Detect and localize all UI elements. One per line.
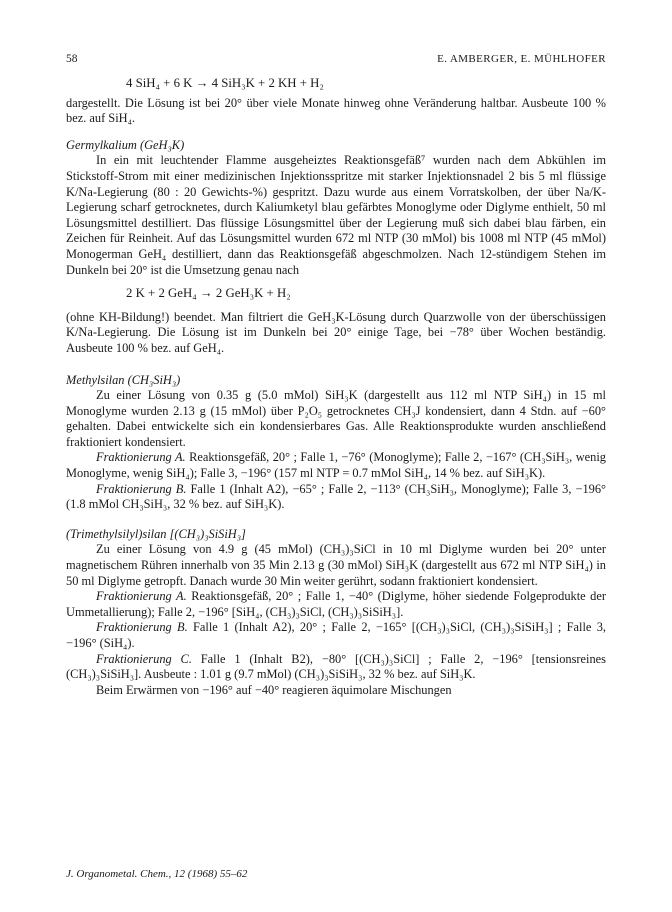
fraktionierung-b-text: Falle 1 (Inhalt A2), −65° ; Falle 2, −113° (CH₃SiH₃, Monoglyme); Falle 3, −196° (1.8 mMol CH₃SiH₃, 32 % bez. auf SiH₃K). xyxy=(66,481,607,512)
section-heading-methylsilan: Methylsilan (CH₃SiH₃) xyxy=(66,372,181,387)
fraktionierung-b-text: Falle 1 (Inhalt A2), 20° ; Falle 2, −165° [(CH₃)₃SiCl, (CH₃)₃SiSiH₃] ; Falle 3, −196° (SiH₄). xyxy=(66,620,606,650)
fraktionierung-b-trimethylsilylsilan xyxy=(66,620,606,651)
running-header xyxy=(66,52,606,70)
fraktionierung-a-label: Fraktionierung A. xyxy=(96,450,186,465)
paragraph-germylkalium: In ein mit leuchtender Flamme ausgeheiztes Reaktionsgefäß⁷ wurden nach dem Abkühlen im Stickstoff-Strom mit einer medizinischen Injektionsspritze mit starker Injektionsnadel 2 bis 5 ml flüssige K/Na-Legierung (80 : 20 Gewichts-%) gespritzt. Dazu wurde aus einem Vorratskolben, der über Na/K-Legierung scharf getrocknetes, durch Kaliumketyl blau gefärbtes Monoglyme oder Diglyme enthielt, 50 ml Lösungsmittel destilliert. Das flüssige Lösungsmittel über der Legierung muß sich dabei blau färben, ein Zeichen für Reinheit. Auf das Lösungsmittel wurden 672 ml NTP (30 mMol) bis 1008 ml NTP (45 mMol) Monogerman GeH₄ destilliert, dann das Reaktionsgefäß abgeschmolzen. Nach 12-stündigem Stehen im Dunkeln bei 20° ist die Umsetzung genau nach xyxy=(66,153,606,277)
fraktionierung-c-text: Falle 1 (Inhalt B2), −80° [(CH₃)₃SiCl] ; Falle 2, −196° [tensionsreines (CH₃)₃SiSiH₃]. Ausbeute : 1.01 g (9.7 mMol) (CH₃)₃SiSiH₃, 32 % bez. auf SiH₃K. xyxy=(66,651,606,682)
fraktionierung-b-label: Fraktionierung B. xyxy=(96,481,187,496)
paragraph-silylkalium-end: dargestellt. Die Lösung ist bei 20° über viele Monate hinweg ohne Veränderung haltbar. Ausbeute 100 % bez. auf SiH₄. xyxy=(66,95,606,126)
section-heading-trimethylsilylsilan: (Trimethylsilyl)silan [(CH₃)₃SiSiH₃] xyxy=(66,526,246,541)
running-authors: E. AMBERGER, E. MÜHLHOFER xyxy=(437,53,606,65)
paragraph-germylkalium-end: (ohne KH-Bildung!) beendet. Man filtriert die GeH₃K-Lösung durch Quarzwolle von der überschüssigen K/Na-Legierung. Die Lösung ist im Dunkeln bei 20° einige Tage, bei −78° über Wochen beständig. Ausbeute 100 % bez. auf GeH₄. xyxy=(66,309,606,355)
equation-silylkalium: 4 SiH₄ + 6 K → 4 SiH₃K + 2 KH + H₂ xyxy=(126,76,324,90)
fraktionierung-a-text: Reaktionsgefäß, 20° ; Falle 1, −76° (Monoglyme); Falle 2, −167° (CH₃SiH₃, wenig Monoglyme, wenig SiH₄); Falle 3, −196° (157 ml NTP = 0.7 mMol SiH₄, 14 % bez. auf SiH₃K). xyxy=(66,450,606,481)
fraktionierung-a-methylsilan xyxy=(66,450,606,481)
fraktionierung-a-label: Fraktionierung A. xyxy=(96,589,187,604)
section-heading-germylkalium: Germylkalium (GeH₃K) xyxy=(66,137,185,152)
equation-germylkalium: 2 K + 2 GeH₄ → 2 GeH₃K + H₂ xyxy=(126,286,291,301)
journal-footer: J. Organometal. Chem., 12 (1968) 55–62 xyxy=(66,868,248,880)
fraktionierung-b-label: Fraktionierung B. xyxy=(96,620,188,635)
page-number: 58 xyxy=(66,53,78,65)
page-body xyxy=(66,52,606,698)
paragraph-trimethylsilylsilan: Zu einer Lösung von 4.9 g (45 mMol) (CH₃)₃SiCl in 10 ml Diglyme wurden bei 20° unter magnetischem Rühren innerhalb von 35 Min 2.13 g (30 mMol) SiH₃K (dargestellt aus 672 ml NTP SiH₄) in 50 ml Diglyme getropft. Danach wurde 30 Min weiter gerührt, sodann fraktioniert kondensiert. xyxy=(66,542,606,588)
fraktionierung-b-methylsilan xyxy=(66,482,606,513)
paragraph-methylsilan: Zu einer Lösung von 0.35 g (5.0 mMol) SiH₃K (dargestellt aus 112 ml NTP SiH₄) in 15 ml Monoglyme wurden 2.13 g (15 mMol) über P₂O₅ getrocknetes CH₃J kondensiert, dann 4 Stdn. auf −60° gehalten. Dabei entwickelte sich ein kondensierbares Gas. Alle Reaktionsprodukte wurden anschließend fraktioniert kondensiert. xyxy=(66,388,606,449)
fraktionierung-a-trimethylsilylsilan xyxy=(66,589,606,620)
fraktionierung-a-text: Reaktionsgefäß, 20° ; Falle 1, −40° (Diglyme, höher siedende Folgeprodukte der Ummetallierung); Falle 2, −196° [SiH₄, (CH₃)₃SiCl, (CH₃)₃SiSiH₃]. xyxy=(66,589,606,619)
fraktionierung-c-label: Fraktionierung C. xyxy=(96,651,192,666)
paragraph-last-line: Beim Erwärmen von −196° auf −40° reagieren äquimolare Mischungen xyxy=(96,682,452,697)
fraktionierung-c-trimethylsilylsilan xyxy=(66,652,606,683)
